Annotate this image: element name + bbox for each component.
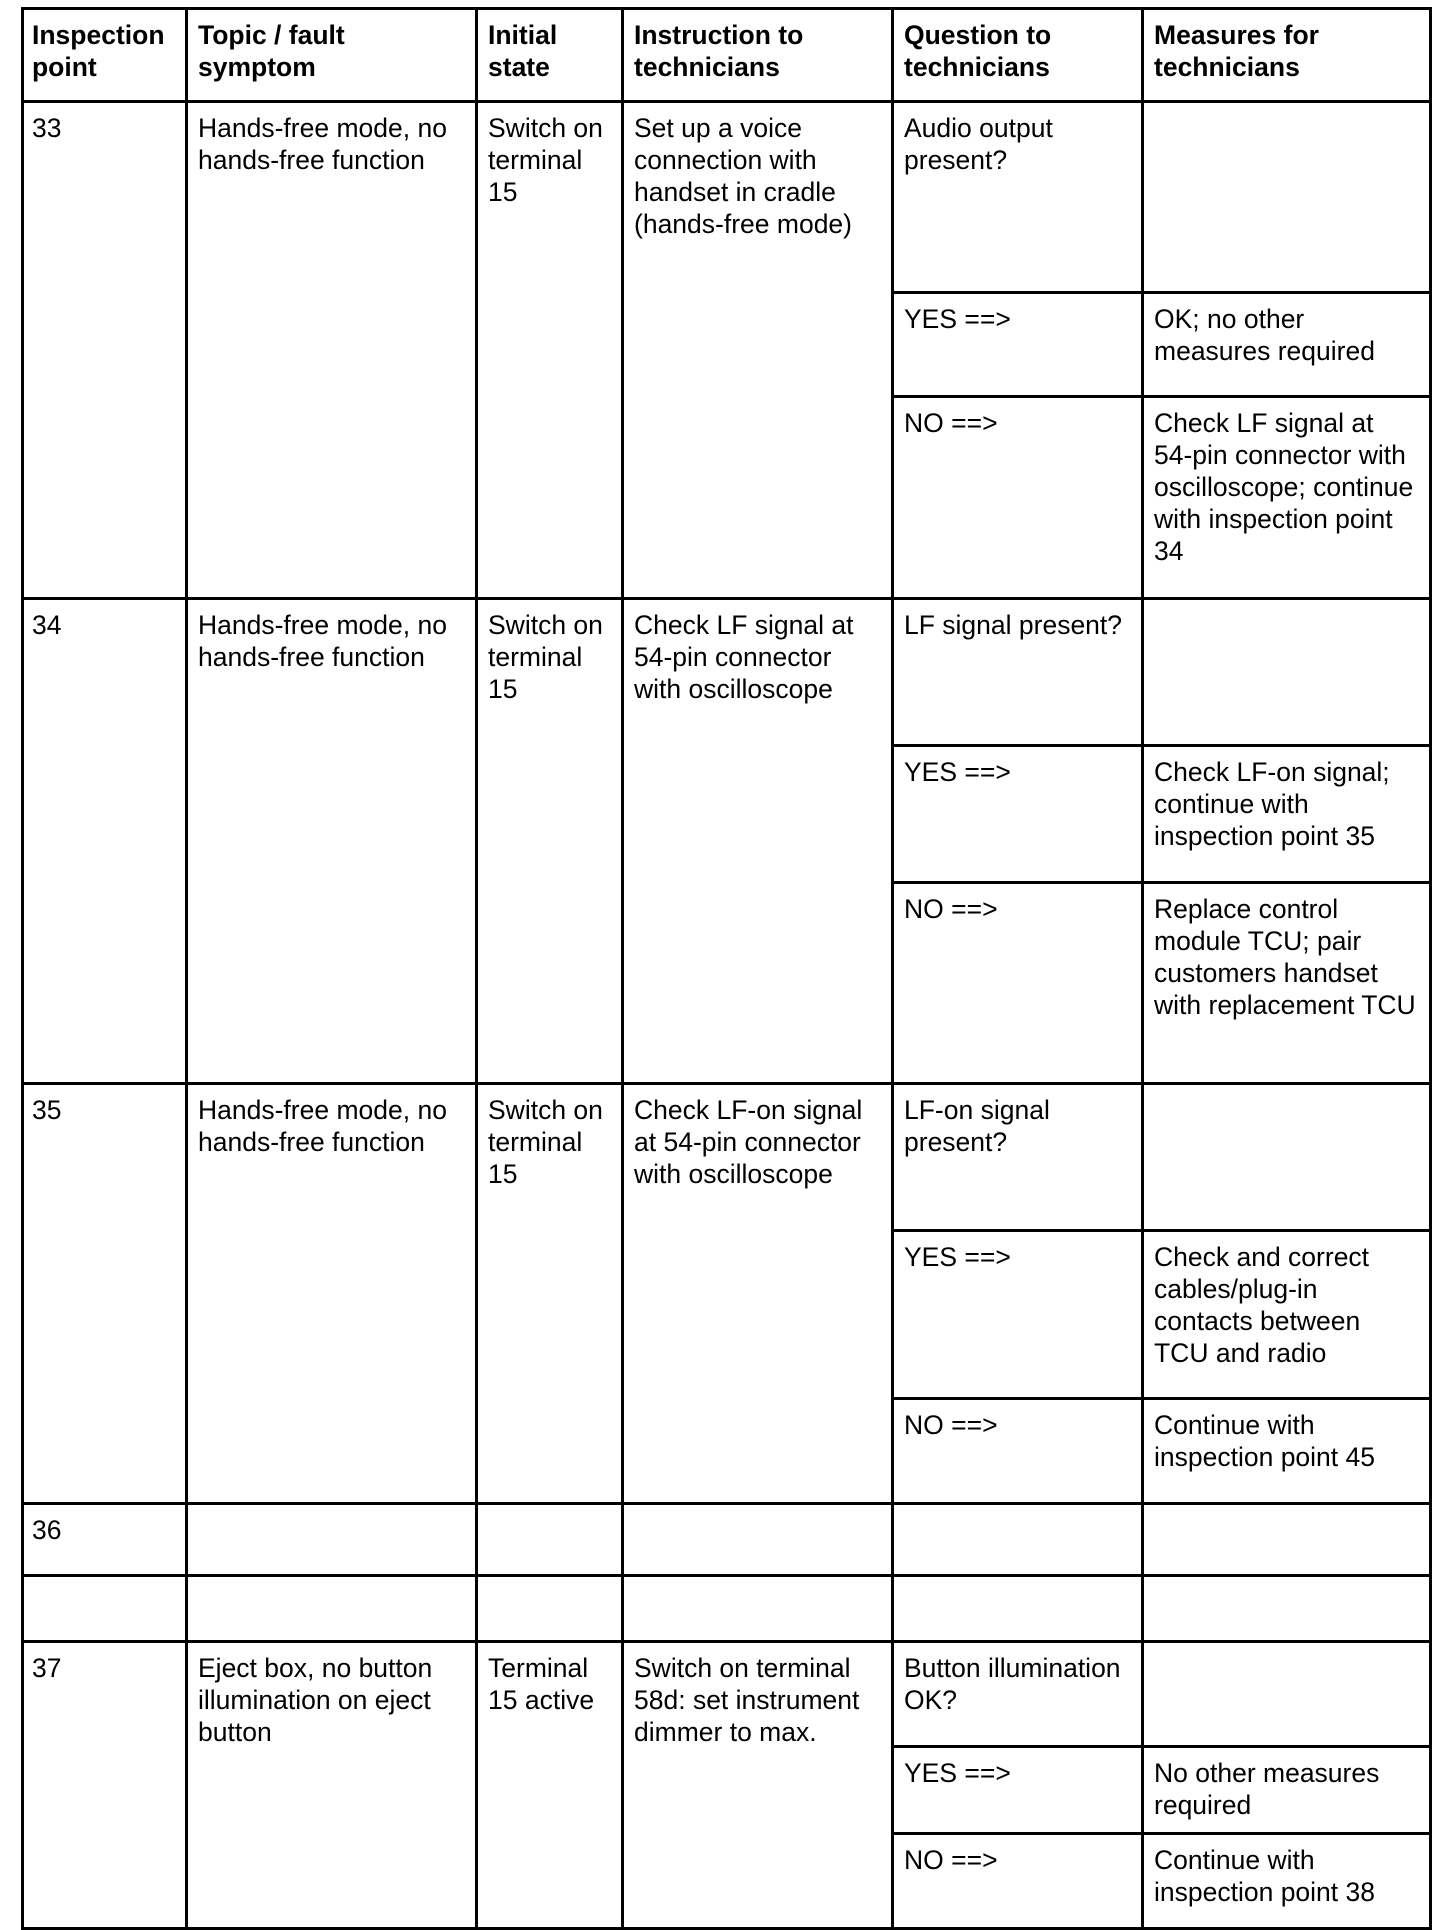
empty-cell: [893, 1504, 1143, 1576]
empty-cell: [1143, 1576, 1431, 1642]
no-measure: Continue with inspection point 45: [1143, 1399, 1431, 1504]
empty-cell: [477, 1576, 623, 1642]
yes-label: YES ==>: [893, 1231, 1143, 1399]
initial-state-cell: Terminal 15 active: [477, 1642, 623, 1929]
table-row: [23, 599, 1431, 746]
topic-cell: Eject box, no button illumination on eject button: [187, 1642, 477, 1929]
empty-cell: [623, 1504, 893, 1576]
header-instruction: Instruction to technicians: [623, 9, 893, 102]
header-question: Question to technicians: [893, 9, 1143, 102]
question-cell: Audio output present?: [893, 102, 1143, 293]
no-label: NO ==>: [893, 1399, 1143, 1504]
topic-cell: Hands-free mode, no hands-free function: [187, 102, 477, 599]
empty-cell: [23, 1576, 187, 1642]
initial-state-cell: Switch on terminal 15: [477, 599, 623, 1084]
instruction-cell: Set up a voice connection with handset in cradle (hands-free mode): [623, 102, 893, 599]
empty-cell: [477, 1504, 623, 1576]
yes-label: YES ==>: [893, 746, 1143, 883]
yes-measure: OK; no other measures required: [1143, 293, 1431, 397]
no-measure: Check LF signal at 54-pin connector with oscilloscope; continue with inspection point 34: [1143, 397, 1431, 599]
measure-cell: [1143, 102, 1431, 293]
table-row: [23, 1642, 1431, 1747]
inspection-table: [21, 7, 1432, 1930]
table-row-empty: [23, 1576, 1431, 1642]
table-row: [23, 1504, 1431, 1576]
yes-measure: Check LF-on signal; continue with inspection point 35: [1143, 746, 1431, 883]
question-cell: LF-on signal present?: [893, 1084, 1143, 1231]
measure-cell: [1143, 1084, 1431, 1231]
header-topic: Topic / fault symptom: [187, 9, 477, 102]
inspection-point-cell: 37: [23, 1642, 187, 1929]
no-measure: Replace control module TCU; pair customers handset with replacement TCU: [1143, 883, 1431, 1084]
empty-cell: [893, 1576, 1143, 1642]
instruction-cell: Check LF-on signal at 54-pin connector with oscilloscope: [623, 1084, 893, 1504]
header-initial-state: Initial state: [477, 9, 623, 102]
no-label: NO ==>: [893, 883, 1143, 1084]
inspection-point-cell: 36: [23, 1504, 187, 1576]
no-label: NO ==>: [893, 1834, 1143, 1929]
empty-cell: [623, 1576, 893, 1642]
yes-label: YES ==>: [893, 293, 1143, 397]
measure-cell: [1143, 1642, 1431, 1747]
instruction-cell: Switch on terminal 58d: set instrument dimmer to max.: [623, 1642, 893, 1929]
inspection-point-cell: 33: [23, 102, 187, 599]
instruction-cell: Check LF signal at 54-pin connector with oscilloscope: [623, 599, 893, 1084]
no-measure: Continue with inspection point 38: [1143, 1834, 1431, 1929]
yes-measure: No other measures required: [1143, 1747, 1431, 1834]
empty-cell: [187, 1576, 477, 1642]
header-inspection-point: Inspection point: [23, 9, 187, 102]
initial-state-cell: Switch on terminal 15: [477, 1084, 623, 1504]
yes-label: YES ==>: [893, 1747, 1143, 1834]
initial-state-cell: Switch on terminal 15: [477, 102, 623, 599]
question-cell: LF signal present?: [893, 599, 1143, 746]
inspection-point-cell: 34: [23, 599, 187, 1084]
topic-cell: Hands-free mode, no hands-free function: [187, 599, 477, 1084]
table-row: [23, 102, 1431, 293]
no-label: NO ==>: [893, 397, 1143, 599]
measure-cell: [1143, 599, 1431, 746]
yes-measure: Check and correct cables/plug-in contacts between TCU and radio: [1143, 1231, 1431, 1399]
empty-cell: [187, 1504, 477, 1576]
header-measures: Measures for technicians: [1143, 9, 1431, 102]
empty-cell: [1143, 1504, 1431, 1576]
topic-cell: Hands-free mode, no hands-free function: [187, 1084, 477, 1504]
inspection-point-cell: 35: [23, 1084, 187, 1504]
table-row: [23, 1084, 1431, 1231]
question-cell: Button illumination OK?: [893, 1642, 1143, 1747]
header-row: [23, 9, 1431, 102]
